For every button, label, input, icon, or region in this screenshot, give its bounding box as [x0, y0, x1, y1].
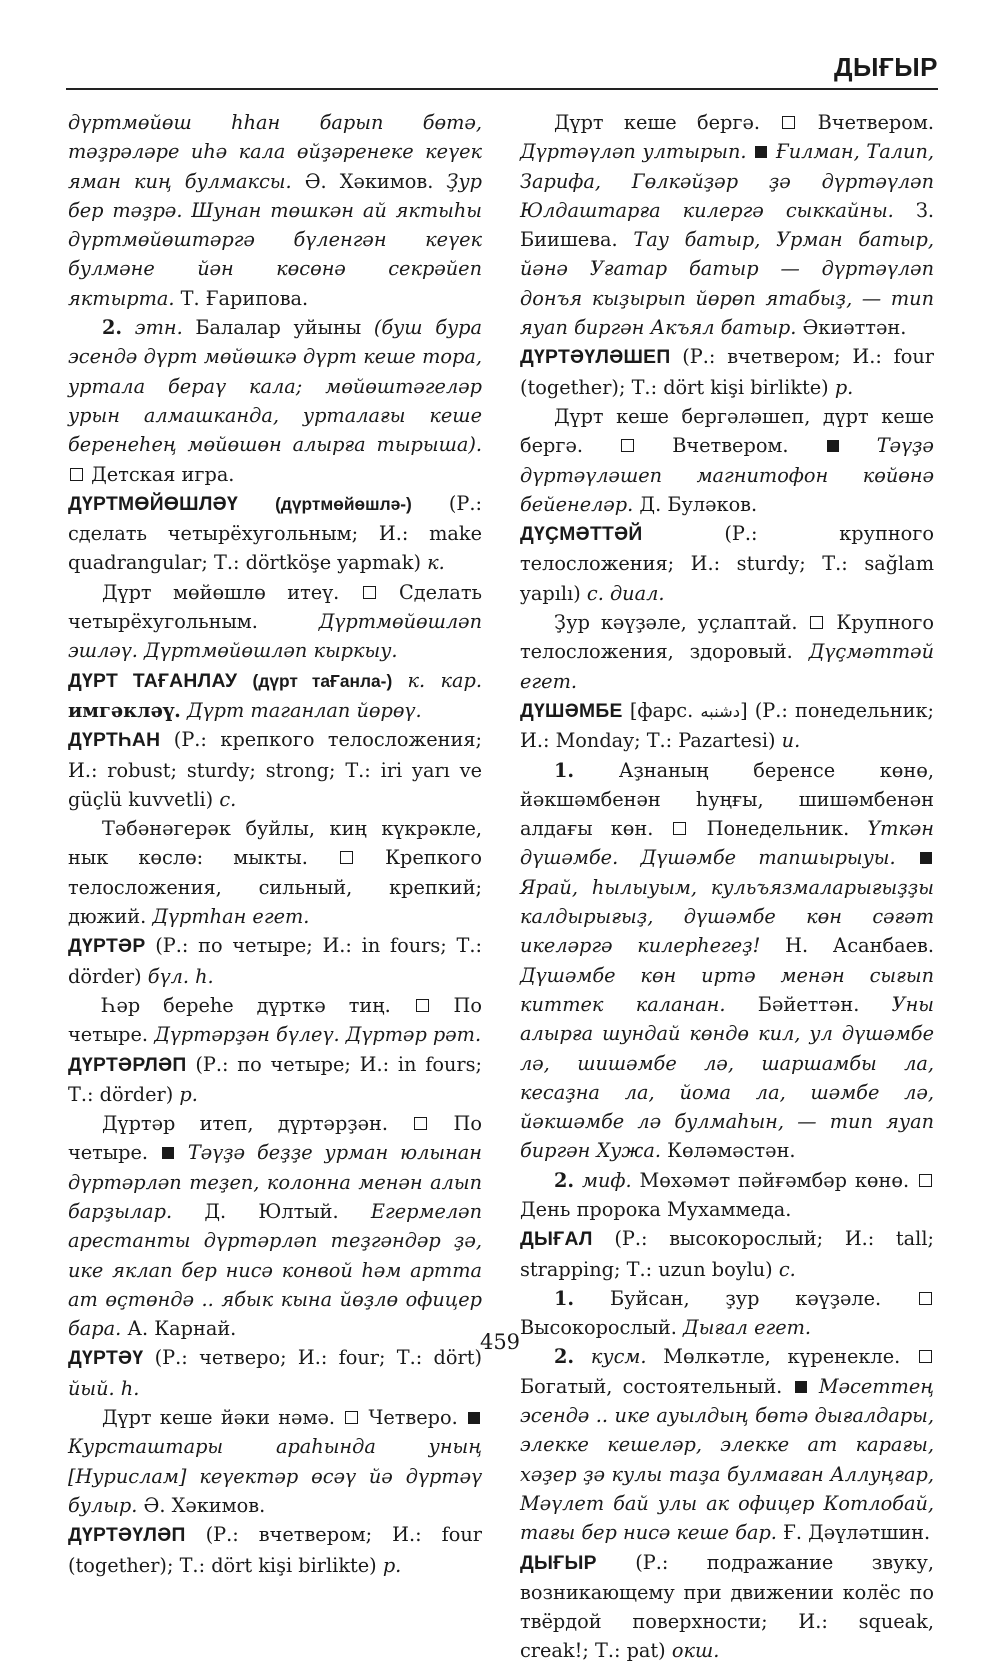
translation-marker-icon [621, 439, 634, 452]
headword: ДҮРТӘҮЛӘП [68, 1525, 186, 1547]
right-column-paragraph: ДЫҒЫР (Р.: подражание звуку, возникающему при движении колёс по твёрдой поверхности; И.: squeak, creak!; Т.: pat) окш. [520, 1550, 934, 1663]
translation-marker-icon [70, 468, 83, 481]
left-column-paragraph: ДҮРТҺАН (Р.: крепкого телосложения; И.: robust; sturdy; strong; Т.: iri yarı ve güçlü kuvvetli) с. [68, 728, 482, 811]
left-column-paragraph: ДҮРТӘР (Р.: по четыре; И.: in fours; Т.: dörder) бүл. h. [68, 934, 482, 988]
right-column-paragraph: ДҮРТӘҮЛӘШЕП (Р.: вчетвером; И.: four (together); Т.: dört kişi birlikte) р. [520, 345, 934, 399]
headword: ДҮРТӘРЛӘП [68, 1054, 187, 1076]
left-column-paragraph: Һәр береһе дүрткә тиң. По четыре. Дүртәрҙән бүлеү. Дүртәр рәт. [68, 993, 482, 1047]
left-column-paragraph: дүртмөйөш һһан барып бөтә, тәҙрәләре иһә кала өйҙәренеке кеүек яман киң булмаксы. Ә. Хәкимов. Ҙур бер тәҙрә. Шунан төшкән ай яктыһы дүртмөйөштәргә бүленгән кеүек булмәне йән көсөнә секрәйеп яктырта. Т. Ғарипова. [68, 111, 482, 310]
headword: ДҮШӘМБЕ [520, 700, 623, 722]
left-column-paragraph: ДҮРТӘҮ (Р.: четверо; И.: four; Т.: dört) йый. h. [68, 1346, 482, 1400]
translation-marker-icon [919, 1174, 932, 1187]
left-column-paragraph: ДҮРТӘРЛӘП (Р.: по четыре; И.: in fours; Т.: dörder) р. [68, 1052, 482, 1106]
headword: ДҮРТӘҮЛӘШЕП [520, 347, 671, 369]
headword: ДҮРТӘҮ [68, 1348, 144, 1370]
example-marker-icon [795, 1381, 807, 1393]
left-column-paragraph: Дүртәр итеп, дүртәрҙән. По четыре. Тәүҙә беҙҙе урман юлынан дүртәрләп теҙеп, колонна менән алып барҙылар. Д. Юлтый. Егермеләп арестанты дүртәрләп теҙгәндәр ҙә, ике яклап бер нисә конвой һәм арттa ат өҫтөндә .. ябык кына йөҙлө офицер бара. А. Карнай. [68, 1112, 482, 1341]
header-rule [66, 88, 938, 90]
right-column-paragraph: 2. миф. Мөхәмәт пәйғәмбәр көнө. День пророка Мухаммеда. [520, 1166, 934, 1225]
translation-marker-icon [673, 822, 686, 835]
headword: ДҮРТ ТАҒАНЛАУ [68, 670, 238, 692]
headword: ДҮРТМӨЙӨШЛӘҮ [68, 493, 238, 515]
left-column-paragraph: Тәбәнәгерәк буйлы, киң күкрәкле, нык көслө: мыкты. Крепкого телосложения, сильный, крепкий; дюжий. Дүртһан егет. [68, 817, 483, 929]
headword: ДҮҪМӘТТӘЙ [520, 524, 643, 546]
example-marker-icon [162, 1147, 174, 1159]
left-column-paragraph: 2. этн. Балалар уйыны (буш бура эсендә дүрт мөйөшкә дүрт кеше тора, уртала бераү кала; мөйөштәгеләр урын алмашканда, урталағы кеше беренеһең мөйөшөн алырға тырыша). Детская игра. [68, 316, 482, 486]
right-column-paragraph: Ҙур кәүҙәле, уҫлаптай. Крупного телосложения, здоровый. Дүҫмәттәй егет. [520, 611, 935, 693]
right-column-paragraph: 2. кусм. Мөлкәтле, күренекле. Богатый, состоятельный. Мәсеттең эсендә .. ике ауылдың бөтә дығалдары, элекке кешеләр, элекке ат карағы, хәҙер ҙә кулы таҙа булмаған Аллуңғар, Мәүлет бай улы ак офицер Котлобай, тағы бер нисә кеше бар. Ғ. Дәүләтшин. [520, 1345, 934, 1545]
right-column-paragraph: 1. Аҙнаның беренсе көнө, йәкшәмбенән һуңғы, шишәмбенән алдағы көн. Понедельник. Үткән дүшәмбе. Дүшәмбе тапшырыуы. Ярай, һылыуым, кульъязмаларығыҙҙы калдырығыҙ, дүшәмбе көн сәғәт икеләргә килерһегеҙ! Н. Асанбаев. Дүшәмбе көн иртә менән сығып киттек каланан. Бәйеттән. Уны алырға шундай көндө кил, ул дүшәмбе лә, шишәмбе лә, шаршамбы ла, кесаҙна ла, йома ла, шәмбе лә, йәкшәмбе лә булмаһын, — тип яуап биргән Хужа. Көләмәстән. [520, 758, 935, 1163]
left-column-paragraph: ДҮРТӘҮЛӘП (Р.: вчетвером; И.: four (together); Т.: dört kişi birlikte) р. [68, 1523, 482, 1577]
example-marker-icon [468, 1412, 480, 1424]
right-column [520, 108, 934, 1666]
translation-marker-icon [345, 1411, 358, 1424]
example-marker-icon [755, 146, 767, 158]
translation-marker-icon [414, 1117, 427, 1130]
left-column-paragraph: ДҮРТ ТАҒАНЛАУ (дүрт таҒанла-) к. кар. имгәкләү. Дүрт таганлап йөрөү. [68, 668, 482, 722]
translation-marker-icon [810, 616, 823, 629]
translation-marker-icon [782, 116, 795, 129]
running-head: ДЫҒЫР [833, 52, 938, 82]
example-marker-icon [920, 852, 932, 864]
right-column-paragraph: ДҮҪМӘТТӘЙ (Р.: крупного телосложения; И.: sturdy; Т.: sağlam yapılı) с. диал. [520, 522, 934, 605]
left-column-paragraph: Дүрт кеше йәки нәмә. Четверо. Курсташтары араһында уның [Нурислам] кеүектәр өсәү йә дүртәү булыр. Ә. Хәкимов. [68, 1406, 482, 1517]
headword: ДҮРТӘР [68, 936, 146, 958]
headword: ДЫҒЫР [520, 1552, 597, 1574]
right-column-paragraph: Дүрт кеше бергә. Вчетвером. Дүртәүләп ултырып. Ғилман, Талип, Зарифа, Гөлкәйҙәр ҙә дүртәүләп Юлдаштарға килергә сыккайны. З. Биишева. Тау батыр, Урман батыр, йәнә Уғатар батыр — дүртәүләп донъя кыҙырып йөрөп ятабыҙ, — тип яуап биргән Акъял батыр. Әкиәттән. [520, 111, 935, 340]
headword: ДҮРТҺАН [68, 730, 161, 752]
right-column-paragraph: Дүрт кеше бергәләшеп, дүрт кеше бергә. Вчетвером. Тәүҙә дүртәүләшеп магнитофон көйөнә бейенеләр. Д. Буләков. [520, 404, 934, 516]
translation-marker-icon [416, 999, 429, 1012]
translation-marker-icon [919, 1292, 932, 1305]
left-column [68, 108, 482, 1580]
left-column-paragraph: Дүрт мөйөшлө итеү. Сделать четырёхугольным. Дүртмөйөшләп эшләү. Дүртмөйөшләп кыркыу. [68, 580, 483, 663]
right-column-paragraph: 1. Буйсан, ҙур кәүҙәле. Высокорослый. Дығал егет. [520, 1284, 934, 1343]
translation-marker-icon [340, 851, 353, 864]
right-column-paragraph: ДҮШӘМБЕ [фарс. دشنبه] (Р.: понедельник; И.: Monday; Т.: Pazartesi) и. [520, 698, 935, 753]
translation-marker-icon [363, 586, 376, 599]
example-marker-icon [827, 440, 839, 452]
headword: ДЫҒАЛ [520, 1229, 593, 1251]
page-number: 459 [479, 1330, 521, 1354]
right-column-paragraph: ДЫҒАЛ (Р.: высокорослый; И.: tall; strapping; Т.: uzun boylu) с. [520, 1227, 934, 1281]
left-column-paragraph: ДҮРТМӨЙӨШЛӘҮ (дүртмөйөшлә-) (Р.: сделать четырёхугольным; И.: make quadrangular; Т.: dörtköşe yapmak) к. [68, 491, 482, 575]
